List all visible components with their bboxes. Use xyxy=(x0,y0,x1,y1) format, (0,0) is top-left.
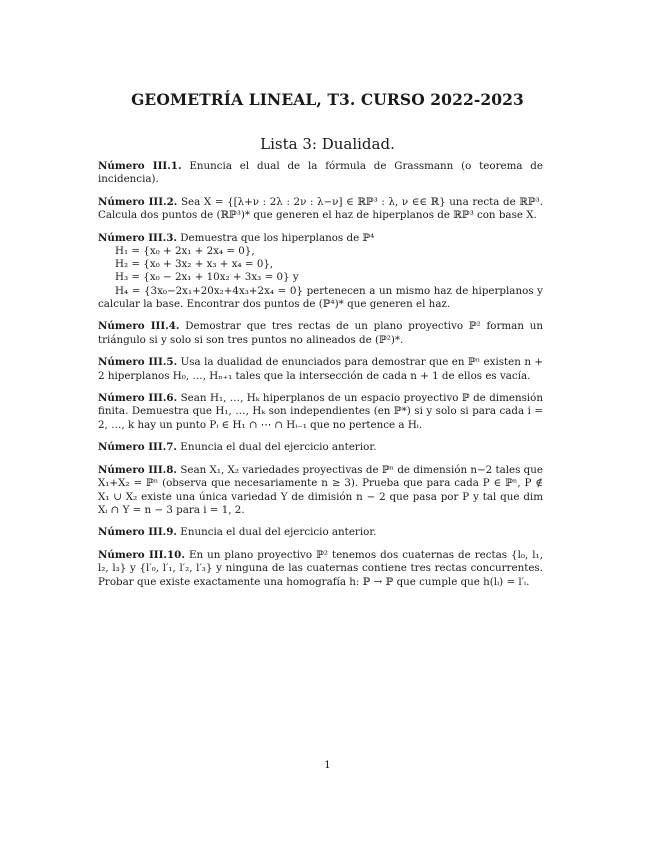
problem-item xyxy=(98,392,543,432)
problem-label: Número III.1. xyxy=(98,160,182,172)
problem-label: Número III.7. xyxy=(98,441,178,454)
problem-item xyxy=(98,526,543,539)
problem-label: Número III.10. xyxy=(98,548,185,561)
document-title: GEOMETRÍA LINEAL, T3. CURSO 2022-2023 xyxy=(131,90,524,109)
problem-label: Número III.4. xyxy=(98,320,180,333)
problem-item xyxy=(98,441,543,454)
problem-text: Demostrar que tres rectas de un plano proyectivo ℙ² forman un triángulo si y solo si son tres puntos no alineados de (ℙ²)*. xyxy=(98,320,543,346)
document-subtitle: Lista 3: Dualidad. xyxy=(260,135,395,153)
problem-label: Número III.3. xyxy=(98,231,178,244)
problem-item xyxy=(98,356,543,383)
problem-label: Número III.5. xyxy=(98,356,178,369)
problem-text: En un plano proyectivo ℙ² tenemos dos cuaternas de rectas {l₀, l₁, l₂, l₃} y {l′₀, l′₁, l′₂, l′₃} y ninguna de las cuaternas contiene tres rectas concurrentes. Probar que existe exactamente una homografía h: ℙ → ℙ que cumple que h(lᵢ) = l′ᵢ. xyxy=(98,548,544,588)
problem-item xyxy=(98,320,543,347)
problem-list xyxy=(98,160,543,598)
problem-text: Sean H₁, …, Hₖ hiperplanos de un espacio proyectivo ℙ de dimensión finita. Demuestra que H₁, …, Hₖ son independientes (en ℙ*) si y solo si para cada i = 2, …, k hay un punto Pᵢ ∈ H₁ ∩ ⋯ ∩ Hᵢ₋₁ que no pertence a Hᵢ. xyxy=(98,392,543,431)
equation-line: H₁ = {x₀ + 2x₁ + 2x₄ = 0}, xyxy=(115,245,255,258)
page-number: 1 xyxy=(324,759,331,771)
problem-label: Número III.2. xyxy=(98,195,178,208)
problem-item xyxy=(98,232,543,312)
problem-item xyxy=(98,464,543,518)
problem-label: Número III.8. xyxy=(98,463,178,476)
problem-text: Sea X = {[λ+ν : 2λ : 2ν : λ−ν] ∈ ℝℙ³ : λ, ν ∈∈ ℝ} una recta de ℝℙ³. Calcula dos puntos de (ℝℙ³)* que generen el haz de hiperplanos de ℝℙ³ con base X. xyxy=(98,195,543,222)
problem-label: Número III.9. xyxy=(98,526,178,539)
problem-item xyxy=(98,549,543,589)
problem-text: Enuncia el dual de la fórmula de Grassmann (o teorema de incidencia). xyxy=(98,160,543,186)
equation-line: H₂ = {x₀ + 3x₂ + x₃ + x₄ = 0}, xyxy=(115,258,274,271)
problem-text: Usa la dualidad de enunciados para demostrar que en ℙⁿ existen n + 2 hiperplanos H₀, …, Hₙ₊₁ tales que la intersección de cada n + 1 de ellos es vacía. xyxy=(98,356,543,382)
problem-text: Demuestra que los hiperplanos de ℙ⁴ xyxy=(180,231,375,244)
problem-text: Enuncia el dual del ejercicio anterior. xyxy=(180,441,377,454)
problem-item xyxy=(98,160,543,187)
problem-text: Enuncia el dual del ejercicio anterior. xyxy=(180,526,377,539)
problem-label: Número III.6. xyxy=(98,392,178,405)
equation-line: H₃ = {x₀ − 2x₁ + 10x₂ + 3x₃ = 0} y xyxy=(115,271,299,284)
problem-item xyxy=(98,196,543,223)
problem-text: Sean X₁, X₂ variedades proyectivas de ℙⁿ de dimensión n−2 tales que X₁+X₂ = ℙⁿ (observa que necesariamente n ≥ 3). Prueba que para cada P ∈ ℙⁿ, P ∉ X₁ ∪ X₂ existe una única variedad Y de dimisión n − 2 que pasa por P y tal que dim Xᵢ ∩ Y = n − 3 para i = 1, 2. xyxy=(98,463,543,516)
problem-text-tail: H₄ = {3x₀−2x₁+20x₂+4x₃+2x₄ = 0} pertenecen a un mismo haz de hiperplanos y calcular la base. Encontrar dos puntos de (ℙ⁴)* que generen el haz. xyxy=(98,284,543,311)
